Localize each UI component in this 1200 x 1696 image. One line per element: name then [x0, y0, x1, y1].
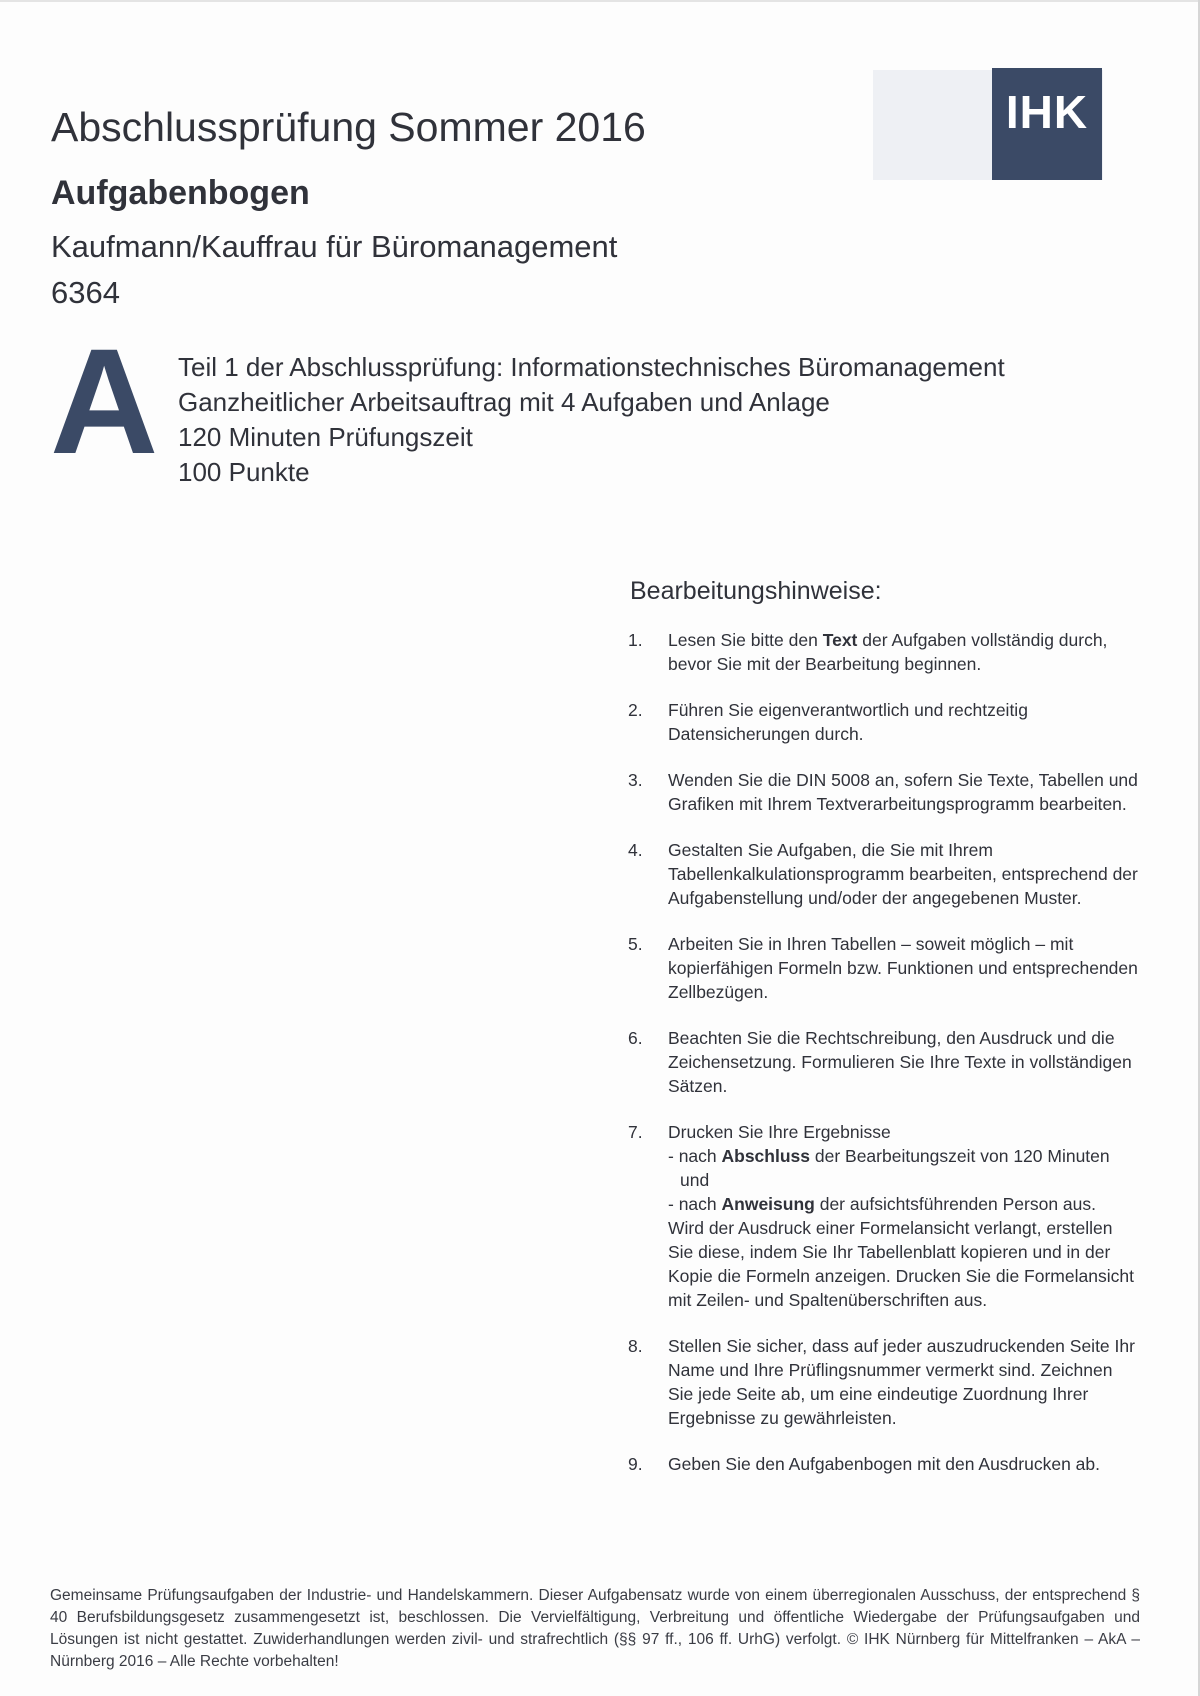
hint-number: 1.: [628, 630, 643, 650]
part-letter: A: [50, 317, 159, 485]
hint-number: 9.: [628, 1454, 643, 1474]
hint-text-part: - nach: [668, 1146, 722, 1166]
hint-text-bold: Text: [822, 630, 858, 650]
hint-text-part: Lesen Sie bitte den: [668, 630, 823, 650]
hint-number: 7.: [628, 1122, 643, 1142]
hint-text: [668, 1120, 1138, 1312]
legal-footer: Gemeinsame Prüfungsaufgaben der Industrie- und Handelskammern. Dieser Aufgabensatz wurde von einem überregionalen Ausschuss, der entsprechend § 40 Berufsbildungsgesetz zusammengesetzt ist, beschlossen. Die Vervielfältigung, Verbreitung und öffentliche Wiedergabe der Prüfungsaufgaben und Lösungen ist nicht gestattet. Zuwiderhandlungen werden zivil- und strafrechtlich (§§ 97 ff., 106 ff. UrhG) verfolgt. © IHK Nürnberg für Mittelfranken – AkA – Nürnberg 2016 – Alle Rechte vorbehalten!: [50, 1587, 1140, 1670]
part-info-line: 100 Punkte: [178, 457, 310, 487]
page-title: Abschlussprüfung Sommer 2016: [51, 104, 646, 150]
hint-item: [628, 1120, 1138, 1312]
hint-text: [668, 628, 1138, 676]
hint-number: 8.: [628, 1336, 643, 1356]
hint-text: Gestalten Sie Aufgaben, die Sie mit Ihrem Tabellenkalkulationsprogramm bearbeiten, entsprechend der Aufgabenstellung und/oder der angegebenen Muster.: [668, 840, 1138, 908]
hint-item: [628, 1026, 1138, 1098]
document-subtitle: Aufgabenbogen: [51, 174, 310, 212]
hint-text: Stellen Sie sicher, dass auf jeder auszudruckenden Seite Ihr Name und Ihre Prüflingsnummer vermerkt sind. Zeichnen Sie jede Seite ab, um eine eindeutige Zuordnung Ihrer Ergebnisse zu gewährleisten.: [668, 1336, 1135, 1428]
hint-text-bold: Anweisung: [721, 1194, 815, 1214]
part-info: [178, 350, 1005, 490]
profession-code: 6364: [51, 275, 120, 310]
hint-number: 5.: [628, 934, 643, 954]
hint-number: 4.: [628, 840, 643, 860]
ihk-logo: IHK: [992, 68, 1102, 180]
hint-item: [628, 698, 1138, 746]
part-info-line: Teil 1 der Abschlussprüfung: Informationstechnisches Büromanagement: [178, 352, 1005, 382]
part-info-line: Ganzheitlicher Arbeitsauftrag mit 4 Aufgaben und Anlage: [178, 387, 830, 417]
hint-number: 2.: [628, 700, 643, 720]
hint-text: Arbeiten Sie in Ihren Tabellen – soweit möglich – mit kopierfähigen Formeln bzw. Funktionen und entsprechenden Zellbezügen.: [668, 934, 1138, 1002]
hint-text: Beachten Sie die Rechtschreibung, den Ausdruck und die Zeichensetzung. Formulieren Sie Ihre Texte in vollständigen Sätzen.: [668, 1028, 1132, 1096]
hints-heading: Bearbeitungshinweise:: [630, 577, 882, 605]
hint-text: Wenden Sie die DIN 5008 an, sofern Sie Texte, Tabellen und Grafiken mit Ihrem Textverarbeitungsprogramm bearbeiten.: [668, 770, 1138, 814]
hint-text-part: der aufsichtsführenden Person aus.: [814, 1194, 1096, 1214]
profession-name: Kaufmann/Kauffrau für Büromanagement: [51, 229, 618, 264]
hint-item: [628, 1452, 1138, 1476]
hint-text: Führen Sie eigenverantwortlich und rechtzeitig Datensicherungen durch.: [668, 700, 1028, 744]
hint-text: Geben Sie den Aufgabenbogen mit den Ausdrucken ab.: [668, 1454, 1100, 1474]
hints-list: [628, 628, 1138, 1476]
hint-item: [628, 1334, 1138, 1430]
hint-sub-item: [668, 1144, 1138, 1192]
hint-number: 3.: [628, 770, 643, 790]
hint-text-part: der Bearbeitungszeit von 120 Minuten und: [680, 1146, 1110, 1190]
hint-intro: Drucken Sie Ihre Ergebnisse: [668, 1122, 891, 1142]
hint-number: 6.: [628, 1028, 643, 1048]
hint-item: [628, 838, 1138, 910]
hint-item: [628, 932, 1138, 1004]
hint-text-bold: Abschluss: [721, 1146, 810, 1166]
part-info-line: 120 Minuten Prüfungszeit: [178, 422, 473, 452]
page-edge-top: [0, 0, 1200, 2]
hint-text-part: - nach: [668, 1194, 722, 1214]
hint-item: [628, 628, 1138, 676]
hint-text-part: der Aufgaben vollständig durch, bevor Sie mit der Bearbeitung beginnen.: [668, 630, 1108, 674]
hint-sub-item: [668, 1192, 1138, 1216]
hint-item: [628, 768, 1138, 816]
hint-extra: Wird der Ausdruck einer Formelansicht verlangt, erstellen Sie diese, indem Sie Ihr Tabellenblatt kopieren und in der Kopie die Formeln anzeigen. Drucken Sie die Formelansicht mit Zeilen- und Spaltenüberschriften aus.: [668, 1218, 1134, 1310]
